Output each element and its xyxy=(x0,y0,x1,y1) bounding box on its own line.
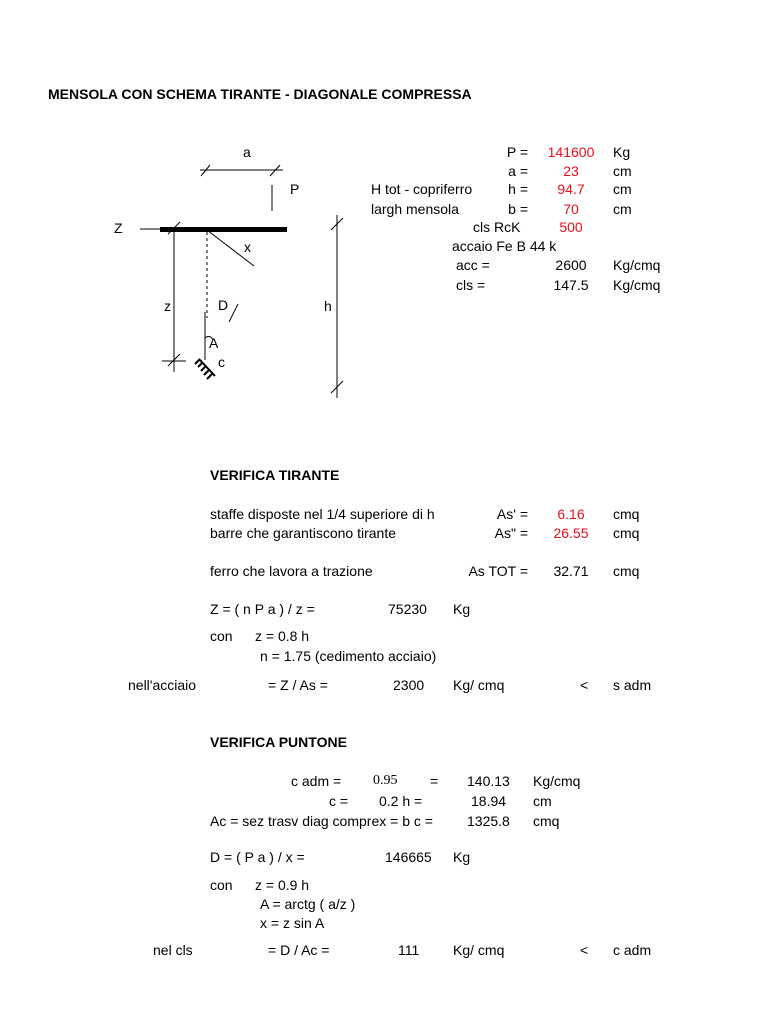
astot-unit: cmq xyxy=(613,563,640,579)
d-unit: Kg xyxy=(453,849,471,865)
largh-desc: largh mensola xyxy=(371,201,459,217)
acciaio-stress-formula: = Z / As = xyxy=(268,677,328,693)
cadm-unit: Kg/cmq xyxy=(533,773,581,789)
label-x: x xyxy=(244,239,251,255)
d-formula: D = ( P a ) / x = xyxy=(210,849,305,865)
label-p: P xyxy=(290,181,300,197)
puntone-a-def: A = arctg ( a/z ) xyxy=(260,896,356,912)
cls-adm: c adm xyxy=(613,942,652,958)
d-value: 146665 xyxy=(385,849,432,865)
d-slash xyxy=(229,304,238,322)
tirante-n-def: n = 1.75 (cedimento acciaio) xyxy=(260,648,437,664)
z-unit: Kg xyxy=(453,601,471,617)
staffe-desc: staffe disposte nel 1/4 superiore di h xyxy=(210,506,435,522)
label-a: a xyxy=(243,144,251,160)
label-angle-a: A xyxy=(209,335,219,351)
cls-lt: < xyxy=(580,942,589,958)
as2-unit: cmq xyxy=(613,525,640,541)
a-value: 23 xyxy=(563,163,579,179)
hatched-support xyxy=(195,359,215,379)
h-label: h = xyxy=(508,181,528,197)
ac-unit: cmq xyxy=(533,813,560,829)
ac-value: 1325.8 xyxy=(467,813,510,829)
label-h: h xyxy=(324,298,332,314)
b-unit: cm xyxy=(613,201,632,217)
acc-label: acc = xyxy=(456,257,490,273)
acciaio-adm: s adm xyxy=(613,677,652,693)
p-unit: Kg xyxy=(613,144,631,160)
c-unit: cm xyxy=(533,793,552,809)
z-value: 75230 xyxy=(388,601,427,617)
cls-stress-formula: = D / Ac = xyxy=(268,942,330,958)
htot-desc: H tot - copriferro xyxy=(371,181,473,197)
as1-value: 6.16 xyxy=(557,506,585,522)
tirante-heading: VERIFICA TIRANTE xyxy=(210,467,340,483)
as2-label: As" = xyxy=(494,525,528,541)
astot-label: As TOT = xyxy=(468,563,528,579)
h-value: 94.7 xyxy=(557,181,585,197)
b-label: b = xyxy=(508,201,528,217)
c-label: c = xyxy=(329,793,349,809)
c-value: 18.94 xyxy=(471,793,507,809)
as2-value: 26.55 xyxy=(553,525,589,541)
cls-unit: Kg/cmq xyxy=(613,277,661,293)
label-z: z xyxy=(164,298,171,314)
cls-stress-label: nel cls xyxy=(153,942,193,958)
acciaio-label: nell'acciaio xyxy=(128,677,197,693)
acc-value: 2600 xyxy=(555,257,587,273)
page-title: MENSOLA CON SCHEMA TIRANTE - DIAGONALE COMPRESSA xyxy=(48,86,472,102)
acc-unit: Kg/cmq xyxy=(613,257,661,273)
acciaio-stress-unit: Kg/ cmq xyxy=(453,677,505,693)
c-expr: 0.2 h = xyxy=(379,793,423,809)
cls-value: 147.5 xyxy=(553,277,589,293)
puntone-x-def: x = z sin A xyxy=(260,915,325,931)
puntone-heading: VERIFICA PUNTONE xyxy=(210,734,347,750)
puntone-z-def: z = 0.9 h xyxy=(255,877,310,893)
h-unit: cm xyxy=(613,181,632,197)
cadm-factor: 0.95 xyxy=(373,773,398,788)
cls-stress-value: 111 xyxy=(398,942,420,958)
steel-grade: accaio Fe B 44 k xyxy=(452,238,557,254)
rck-label: cls RcK xyxy=(473,219,521,235)
a-label: a = xyxy=(508,163,528,179)
as1-unit: cmq xyxy=(613,506,640,522)
acciaio-stress-value: 2300 xyxy=(393,677,425,693)
ferro-desc: ferro che lavora a trazione xyxy=(210,563,373,579)
tirante-con: con xyxy=(210,628,233,644)
p-label: P = xyxy=(506,144,528,160)
b-value: 70 xyxy=(563,201,579,217)
as1-label: As' = xyxy=(496,506,528,522)
cls-stress-unit: Kg/ cmq xyxy=(453,942,505,958)
label-d: D xyxy=(218,297,229,313)
cadm-eq: = xyxy=(430,773,439,789)
cadm-value: 140.13 xyxy=(467,773,510,789)
label-z-force: Z xyxy=(114,220,123,236)
puntone-con: con xyxy=(210,877,233,893)
astot-value: 32.71 xyxy=(553,563,589,579)
rck-value: 500 xyxy=(559,219,583,235)
corbel-beam xyxy=(160,227,287,232)
label-c: c xyxy=(218,354,225,370)
cls-label: cls = xyxy=(456,277,486,293)
z-formula: Z = ( n P a ) / z = xyxy=(210,601,315,617)
cadm-label: c adm = xyxy=(291,773,342,789)
p-value: 141600 xyxy=(547,144,595,160)
acciaio-lt: < xyxy=(580,677,589,693)
tirante-z-def: z = 0.8 h xyxy=(255,628,310,644)
barre-desc: barre che garantiscono tirante xyxy=(210,525,396,541)
ac-desc: Ac = sez trasv diag comprex = b c = xyxy=(210,813,433,829)
a-unit: cm xyxy=(613,163,632,179)
